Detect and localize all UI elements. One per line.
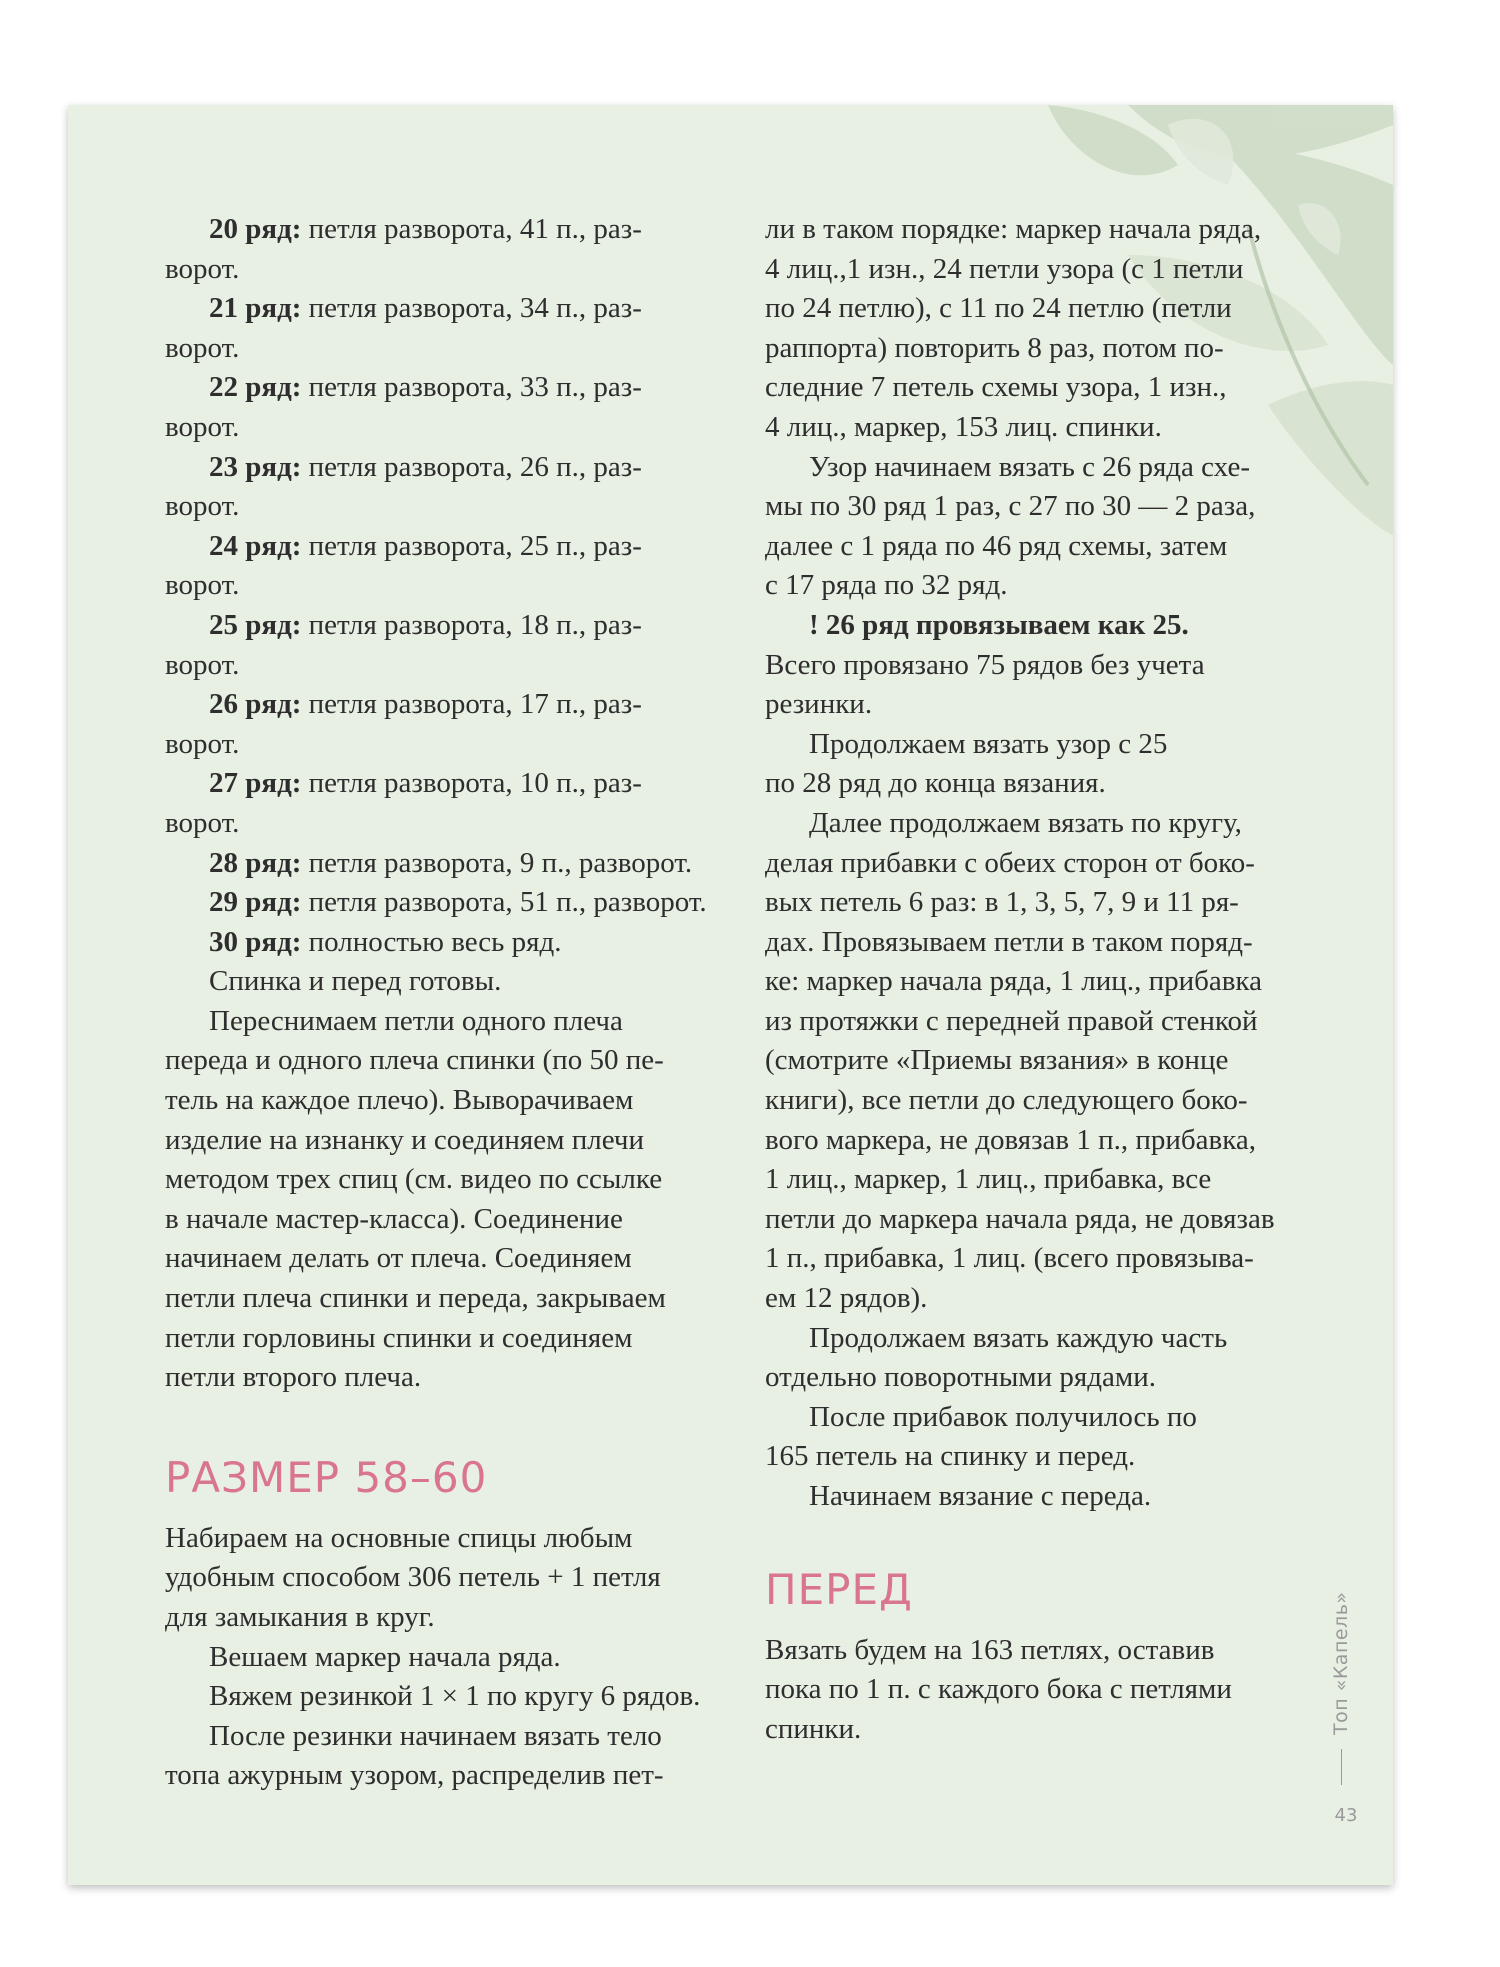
paragraph-line: с 17 ряда по 32 ряд. — [765, 569, 1008, 602]
paragraph-line: изделие на изнанку и соединяем плечи — [165, 1123, 644, 1156]
paragraph-line: 1 лиц., маркер, 1 лиц., прибавка, все — [765, 1163, 1212, 1196]
paragraph-line: вого маркера, не довязав 1 п., прибавка, — [765, 1123, 1257, 1156]
paragraph-line: начинаем делать от плеча. Соединяем — [165, 1242, 632, 1275]
row-line: 30 ряд: полностью весь ряд. — [209, 925, 562, 958]
side-divider — [1341, 1749, 1342, 1785]
paragraph-line: После резинки начинаем вязать тело — [209, 1719, 662, 1752]
paragraph-line: 165 петель на спинку и перед. — [765, 1440, 1136, 1473]
paragraph-line: Далее продолжаем вязать по кругу, — [809, 806, 1242, 839]
row-line-cont: ворот. — [165, 490, 240, 523]
paragraph-line: в начале мастер-класса). Соединение — [165, 1202, 623, 1235]
paragraph-line: Вязать будем на 163 петлях, оставив — [765, 1633, 1215, 1666]
row-line-cont: ворот. — [165, 648, 240, 681]
paragraph-line: тель на каждое плечо). Выворачиваем — [165, 1084, 634, 1117]
paragraph-line: вых петель 6 раз: в 1, 3, 5, 7, 9 и 11 ря- — [765, 886, 1239, 919]
paragraph-line: После прибавок получилось по — [809, 1400, 1197, 1433]
paragraph-line: Всего провязано 75 рядов без учета — [765, 648, 1205, 681]
paragraph-line: по 24 петлю), с 11 по 24 петлю (петли — [765, 292, 1232, 325]
paragraph-line: пока по 1 п. с каждого бока с петлями — [765, 1673, 1232, 1706]
paragraph-line: Вяжем резинкой 1 × 1 по кругу 6 рядов. — [209, 1680, 701, 1713]
paragraph-line: раппорта) повторить 8 раз, потом по- — [765, 331, 1224, 364]
paragraph-line: для замыкания в круг. — [165, 1601, 435, 1633]
paragraph-line: 1 п., прибавка, 1 лиц. (всего провязыва- — [765, 1242, 1254, 1275]
row-line-cont: ворот. — [165, 727, 240, 760]
paragraph-line: петли до маркера начала ряда, не довязав — [765, 1202, 1275, 1235]
paragraph-line: петли второго плеча. — [165, 1361, 422, 1394]
row-line: 23 ряд: петля разворота, 26 п., раз- — [209, 450, 642, 483]
row-line-cont: ворот. — [165, 806, 240, 839]
page — [68, 105, 1393, 1885]
paragraph-line: петли горловины спинки и соединяем — [165, 1321, 633, 1354]
paragraph-line: Вешаем маркер начала ряда. — [209, 1640, 561, 1673]
paragraph-line: Продолжаем вязать узор с 25 — [809, 727, 1168, 760]
ready-line: Спинка и перед готовы. — [209, 965, 502, 998]
paragraph-line: отдельно поворотными рядами. — [765, 1361, 1157, 1394]
paragraph-line: следние 7 петель схемы узора, 1 изн., — [765, 371, 1227, 404]
paragraph-line: 4 лиц.,1 изн., 24 петли узора (с 1 петли — [765, 252, 1244, 285]
paragraph-line: методом трех спиц (см. видео по ссылке — [165, 1163, 663, 1196]
row-line: 28 ряд: петля разворота, 9 п., разворот. — [209, 846, 693, 879]
paragraph-line: переда и одного плеча спинки (по 50 пе- — [165, 1044, 664, 1077]
paragraph-line: далее с 1 ряда по 46 ряд схемы, затем — [765, 529, 1228, 562]
row-line-cont: ворот. — [165, 331, 240, 364]
paragraph-line: ли в таком порядке: маркер начала ряда, — [765, 213, 1262, 245]
row-line-cont: ворот. — [165, 252, 240, 285]
paragraph-line: Продолжаем вязать каждую часть — [809, 1321, 1228, 1354]
paragraph-line: ке: маркер начала ряда, 1 лиц., прибавка — [765, 965, 1262, 998]
paragraph-line: резинки. — [765, 688, 873, 721]
paragraph-line: мы по 30 ряд 1 раз, с 27 по 30 — 2 раза, — [765, 490, 1256, 523]
row-line: 27 ряд: петля разворота, 10 п., раз- — [209, 767, 642, 800]
paragraph-line: Узор начинаем вязать с 26 ряда схе- — [809, 450, 1250, 483]
paragraph-line: (смотрите «Приемы вязания» в конце — [765, 1044, 1229, 1077]
paragraph-line: 4 лиц., маркер, 153 лиц. спинки. — [765, 410, 1162, 443]
paragraph-line: спинки. — [765, 1712, 862, 1745]
page-number: 43 — [1334, 1805, 1358, 1826]
row-line-cont: ворот. — [165, 569, 240, 602]
front-heading: ПЕРЕД — [765, 1564, 913, 1614]
row-line: 21 ряд: петля разворота, 34 п., раз- — [209, 292, 642, 325]
row-line: 22 ряд: петля разворота, 33 п., раз- — [209, 371, 642, 404]
row-line: 29 ряд: петля разворота, 51 п., разворот. — [209, 886, 707, 919]
row-line: 24 ряд: петля разворота, 25 п., раз- — [209, 529, 642, 562]
note-line: ! 26 ряд провязываем как 25. — [809, 608, 1189, 641]
paragraph-line: по 28 ряд до конца вязания. — [765, 767, 1106, 800]
paragraph-line: дах. Провязываем петли в таком поряд- — [765, 925, 1253, 958]
row-line: 26 ряд: петля разворота, 17 п., раз- — [209, 688, 642, 721]
paragraph-line: Набираем на основные спицы любым — [165, 1521, 633, 1554]
left-column — [165, 210, 717, 1796]
paragraph-line: удобным способом 306 петель + 1 петля — [165, 1561, 661, 1594]
paragraph-line: петли плеча спинки и переда, закрываем — [165, 1282, 666, 1315]
paragraph-line: топа ажурным узором, распределив пет- — [165, 1759, 664, 1792]
paragraph-line: из протяжки с передней правой стенкой — [765, 1004, 1258, 1037]
row-line: 25 ряд: петля разворота, 18 п., раз- — [209, 608, 642, 641]
paragraph-line: Начинаем вязание с переда. — [809, 1480, 1152, 1512]
paragraph-line: книги), все петли до следующего боко- — [765, 1084, 1248, 1117]
row-line: 20 ряд: петля разворота, 41 п., раз- — [209, 213, 642, 245]
size-heading: РАЗМЕР 58–60 — [165, 1452, 488, 1502]
paragraph-line: Переснимаем петли одного плеча — [209, 1004, 623, 1037]
right-column — [765, 210, 1325, 1749]
paragraph-line: делая прибавки с обеих сторон от боко- — [765, 846, 1255, 879]
paragraph-line: ем 12 рядов). — [765, 1282, 928, 1315]
running-title: Топ «Капель» — [1330, 1591, 1352, 1735]
row-line-cont: ворот. — [165, 410, 240, 443]
